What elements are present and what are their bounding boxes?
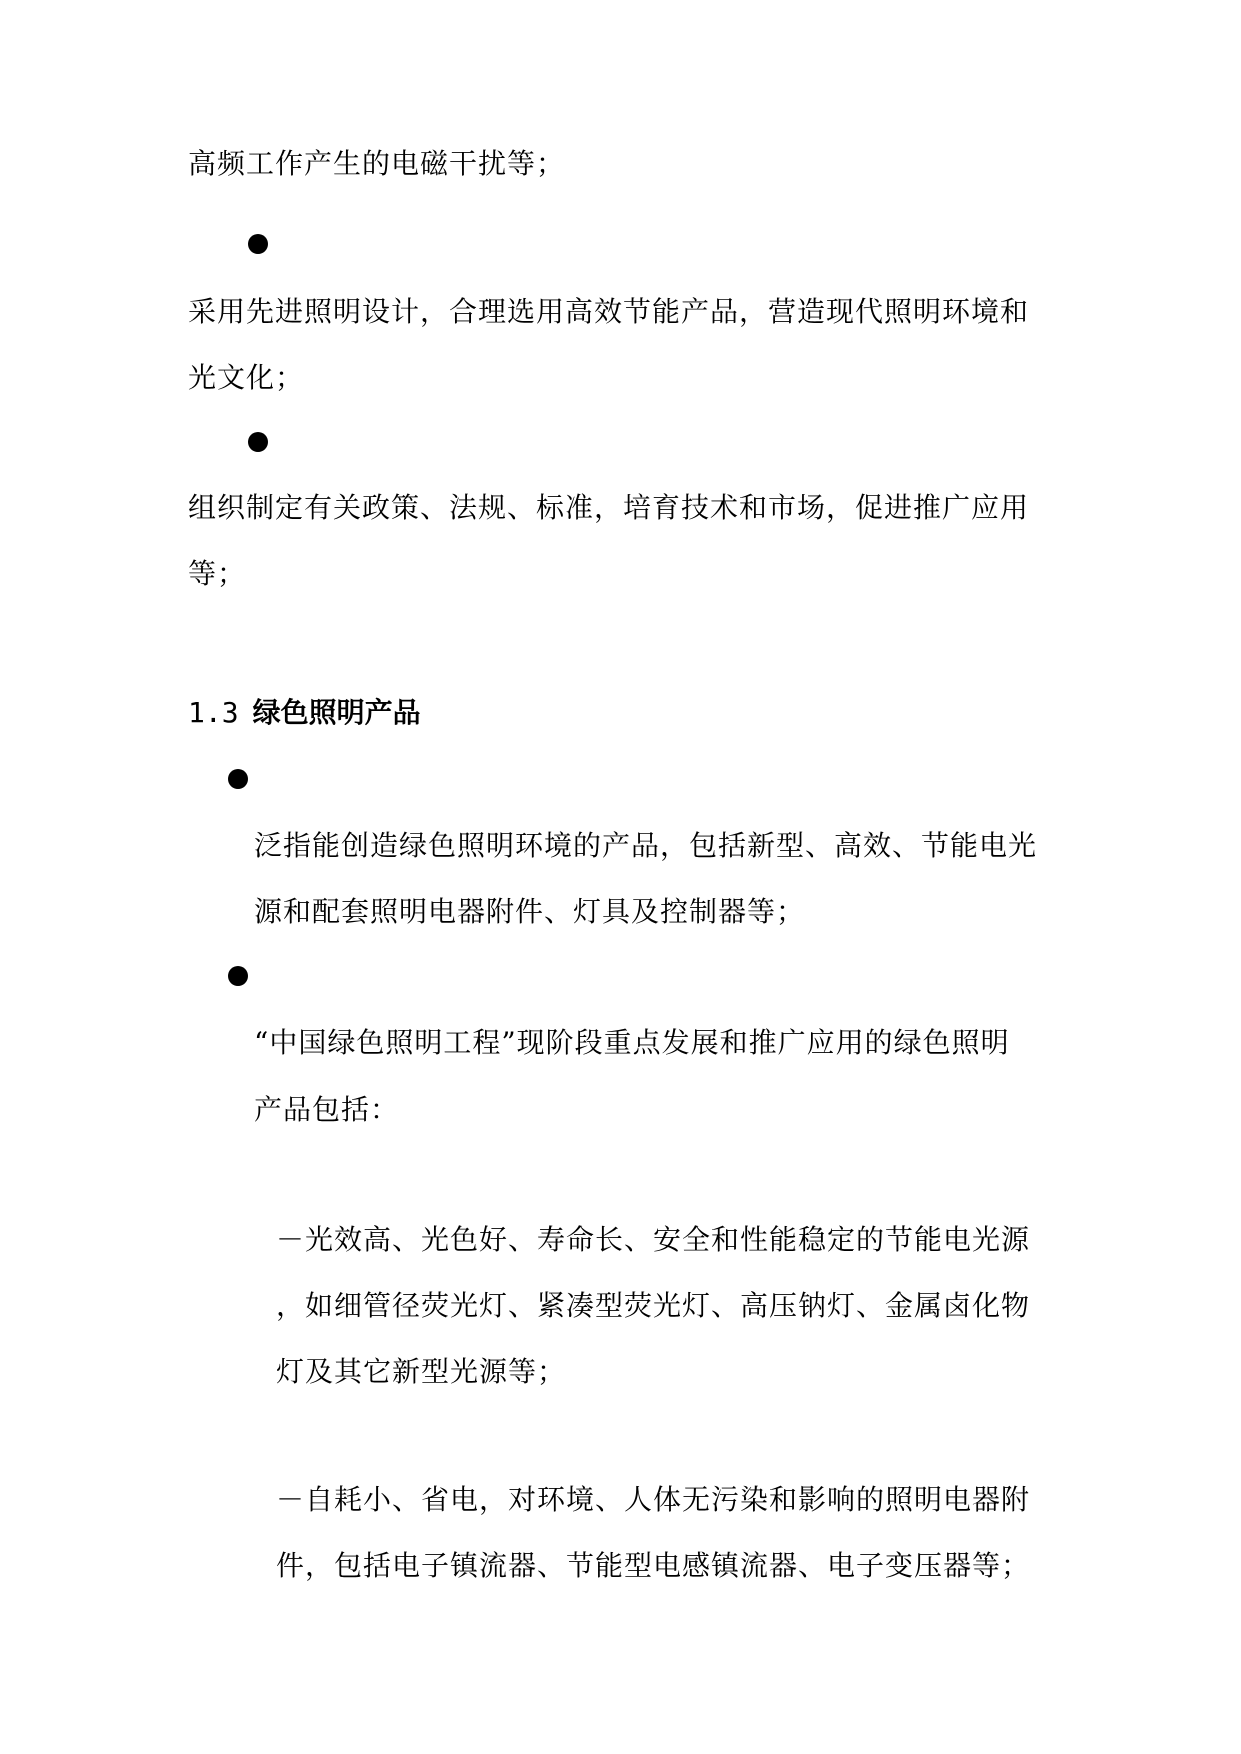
paragraph-line: －光效高、光色好、寿命长、安全和性能稳定的节能电光源	[276, 1223, 1031, 1256]
paragraph-line: 产品包括：	[254, 1093, 400, 1126]
section-heading	[188, 695, 421, 731]
paragraph-line: 采用先进照明设计，合理选用高效节能产品，营造现代照明环境和	[188, 295, 1030, 328]
paragraph-line: 灯及其它新型光源等；	[276, 1355, 567, 1388]
paragraph-line: 光文化；	[188, 361, 305, 394]
bullet-icon	[248, 234, 268, 254]
bullet-icon	[248, 432, 268, 452]
paragraph-line: 源和配套照明电器附件、灯具及控制器等；	[254, 895, 806, 928]
paragraph-line: “中国绿色照明工程”现阶段重点发展和推广应用的绿色照明	[254, 1026, 1010, 1059]
bullet-icon	[228, 769, 248, 789]
paragraph-line: 泛指能创造绿色照明环境的产品，包括新型、高效、节能电光	[254, 829, 1038, 862]
paragraph-line: 组织制定有关政策、法规、标准，培育技术和市场，促进推广应用	[188, 491, 1030, 524]
paragraph-line: 件，包括电子镇流器、节能型电感镇流器、电子变压器等；	[276, 1549, 1031, 1582]
section-title: 绿色照明产品	[252, 696, 421, 729]
paragraph-line: ，如细管径荧光灯、紧凑型荧光灯、高压钠灯、金属卤化物	[276, 1289, 1031, 1322]
paragraph-line: 等；	[188, 557, 247, 590]
paragraph-line: －自耗小、省电，对环境、人体无污染和影响的照明电器附	[276, 1483, 1031, 1516]
paragraph-line: 高频工作产生的电磁干扰等；	[188, 147, 566, 180]
section-number: 1.3	[188, 696, 239, 729]
bullet-icon	[228, 966, 248, 986]
